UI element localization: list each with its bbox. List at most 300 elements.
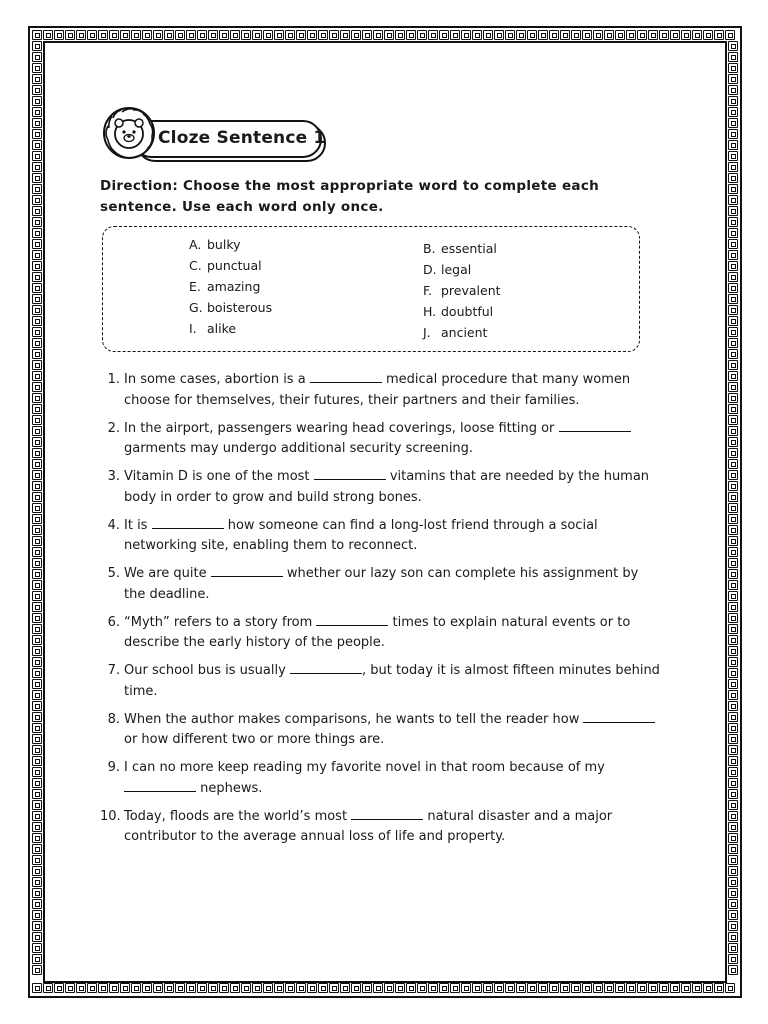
border-tile bbox=[32, 811, 42, 821]
border-tile bbox=[296, 983, 306, 993]
word-option bbox=[189, 297, 272, 318]
border-tile bbox=[285, 983, 295, 993]
border-tile bbox=[728, 294, 738, 304]
question-text-after: natural disaster and a major contributor to the average annual loss of life and property. bbox=[124, 808, 613, 844]
border-tile bbox=[582, 983, 592, 993]
border-tile bbox=[728, 558, 738, 568]
border-tile bbox=[728, 833, 738, 843]
border-tile bbox=[241, 30, 251, 40]
border-tile bbox=[593, 30, 603, 40]
border-tile bbox=[219, 983, 229, 993]
border-tile bbox=[549, 30, 559, 40]
question-item bbox=[100, 710, 660, 751]
border-tiles-bottom bbox=[32, 983, 735, 993]
word-option bbox=[189, 276, 272, 297]
border-tile bbox=[725, 983, 735, 993]
border-tile bbox=[32, 983, 42, 993]
border-tile bbox=[728, 272, 738, 282]
border-tile bbox=[494, 30, 504, 40]
question-item bbox=[100, 370, 660, 411]
border-tile bbox=[32, 173, 42, 183]
border-tile bbox=[472, 30, 482, 40]
border-tile bbox=[703, 983, 713, 993]
border-tile bbox=[65, 983, 75, 993]
border-tile bbox=[109, 983, 119, 993]
border-tile bbox=[406, 983, 416, 993]
border-tile bbox=[32, 767, 42, 777]
border-tile bbox=[728, 756, 738, 766]
border-tile bbox=[120, 30, 130, 40]
word-text: essential bbox=[441, 241, 497, 256]
answer-blank[interactable] bbox=[583, 710, 655, 723]
border-tile bbox=[728, 525, 738, 535]
border-tile bbox=[76, 30, 86, 40]
border-tile bbox=[252, 983, 262, 993]
border-tile bbox=[728, 514, 738, 524]
page-title: Cloze Sentence 1 bbox=[158, 128, 326, 148]
border-tile bbox=[32, 30, 42, 40]
border-tile bbox=[516, 30, 526, 40]
border-tile bbox=[230, 30, 240, 40]
border-tile bbox=[728, 393, 738, 403]
border-tile bbox=[32, 932, 42, 942]
border-tile bbox=[32, 272, 42, 282]
question-text-after: nephews. bbox=[200, 780, 263, 796]
border-tile bbox=[32, 140, 42, 150]
border-tile bbox=[728, 448, 738, 458]
border-tile bbox=[417, 30, 427, 40]
border-tile bbox=[32, 921, 42, 931]
answer-blank[interactable] bbox=[316, 613, 388, 626]
border-tile bbox=[32, 481, 42, 491]
question-text-after: or how different two or more things are. bbox=[124, 732, 385, 747]
question-item bbox=[100, 661, 660, 702]
border-tile bbox=[197, 983, 207, 993]
question-item bbox=[100, 467, 660, 508]
border-tile bbox=[32, 305, 42, 315]
border-tile bbox=[32, 569, 42, 579]
border-tile bbox=[428, 30, 438, 40]
answer-blank[interactable] bbox=[314, 467, 386, 480]
border-tile bbox=[728, 635, 738, 645]
question-number: 8. bbox=[107, 711, 120, 727]
border-tile bbox=[32, 63, 42, 73]
border-tile bbox=[450, 983, 460, 993]
border-tile bbox=[32, 184, 42, 194]
border-tile bbox=[728, 503, 738, 513]
border-tile bbox=[728, 646, 738, 656]
border-tile bbox=[648, 983, 658, 993]
border-tile bbox=[87, 30, 97, 40]
border-tile bbox=[728, 151, 738, 161]
question-number: 10. bbox=[100, 808, 121, 824]
border-tile bbox=[32, 404, 42, 414]
border-tile bbox=[494, 983, 504, 993]
border-tile bbox=[296, 30, 306, 40]
border-tile bbox=[153, 983, 163, 993]
border-tile bbox=[728, 910, 738, 920]
border-tile bbox=[307, 983, 317, 993]
border-tile bbox=[483, 983, 493, 993]
border-tile bbox=[728, 877, 738, 887]
border-tile bbox=[670, 30, 680, 40]
border-tile bbox=[32, 646, 42, 656]
border-tile bbox=[32, 371, 42, 381]
border-tile bbox=[32, 613, 42, 623]
question-item bbox=[100, 613, 660, 654]
border-tile bbox=[728, 415, 738, 425]
question-number: 6. bbox=[107, 614, 120, 630]
border-tile bbox=[516, 983, 526, 993]
border-tile bbox=[728, 679, 738, 689]
border-tile bbox=[87, 983, 97, 993]
border-tile bbox=[728, 624, 738, 634]
border-tile bbox=[728, 668, 738, 678]
border-tile bbox=[32, 877, 42, 887]
border-tile bbox=[728, 657, 738, 667]
border-tile bbox=[615, 30, 625, 40]
border-tile bbox=[76, 983, 86, 993]
answer-blank[interactable] bbox=[211, 564, 283, 577]
border-tile bbox=[329, 983, 339, 993]
border-tile bbox=[32, 965, 42, 975]
border-tile bbox=[32, 899, 42, 909]
question-item bbox=[100, 516, 660, 557]
border-tile bbox=[728, 96, 738, 106]
border-tile bbox=[32, 855, 42, 865]
border-tile bbox=[728, 613, 738, 623]
border-tile bbox=[505, 30, 515, 40]
border-tile bbox=[659, 983, 669, 993]
border-tile bbox=[728, 778, 738, 788]
border-tile bbox=[32, 547, 42, 557]
border-tile bbox=[728, 173, 738, 183]
answer-blank[interactable] bbox=[559, 419, 631, 432]
border-tile bbox=[32, 162, 42, 172]
question-text-after: whether our lazy son can complete his assignment by the deadline. bbox=[124, 566, 639, 602]
word-bank-box bbox=[102, 226, 640, 352]
border-tile bbox=[32, 679, 42, 689]
question-item bbox=[100, 758, 660, 799]
border-tile bbox=[153, 30, 163, 40]
word-letter: I. bbox=[189, 321, 197, 336]
border-tiles-top bbox=[32, 30, 735, 40]
border-tile bbox=[472, 983, 482, 993]
border-tile bbox=[728, 888, 738, 898]
border-tile bbox=[728, 492, 738, 502]
border-tile bbox=[318, 983, 328, 993]
question-text-after: vitamins that are needed by the human body in order to grow and build strong bones. bbox=[124, 469, 650, 505]
border-tile bbox=[728, 965, 738, 975]
border-tile bbox=[527, 983, 537, 993]
border-tile bbox=[728, 767, 738, 777]
word-bank-left-column bbox=[189, 234, 272, 339]
question-text-before: We are quite bbox=[124, 566, 207, 581]
answer-blank[interactable] bbox=[351, 807, 423, 820]
border-tile bbox=[32, 85, 42, 95]
border-tile bbox=[32, 470, 42, 480]
border-tile bbox=[461, 30, 471, 40]
border-tile bbox=[728, 184, 738, 194]
border-tile bbox=[571, 30, 581, 40]
border-tile bbox=[728, 305, 738, 315]
question-number: 2. bbox=[107, 420, 120, 436]
border-tile bbox=[604, 983, 614, 993]
border-tile bbox=[728, 195, 738, 205]
word-option bbox=[423, 322, 501, 343]
border-tile bbox=[32, 624, 42, 634]
border-tile bbox=[32, 426, 42, 436]
question-text-before: I can no more keep reading my favorite novel in that room because of my bbox=[124, 760, 605, 775]
border-tile bbox=[728, 316, 738, 326]
border-tile bbox=[728, 349, 738, 359]
border-tile bbox=[538, 30, 548, 40]
border-tile bbox=[32, 657, 42, 667]
border-tile bbox=[728, 580, 738, 590]
border-tile bbox=[728, 712, 738, 722]
border-tile bbox=[43, 30, 53, 40]
border-tile bbox=[395, 30, 405, 40]
border-tile bbox=[681, 30, 691, 40]
border-tile bbox=[32, 118, 42, 128]
word-option bbox=[423, 259, 501, 280]
word-letter: B. bbox=[423, 241, 436, 256]
border-tile bbox=[728, 943, 738, 953]
word-option bbox=[423, 301, 501, 322]
word-letter: D. bbox=[423, 262, 437, 277]
question-text-after: medical procedure that many women choose for themselves, their futures, their partners and their families. bbox=[124, 372, 631, 408]
border-tile bbox=[483, 30, 493, 40]
border-tile bbox=[692, 983, 702, 993]
question-text-before: Our school bus is usually bbox=[124, 663, 286, 678]
question-number: 3. bbox=[107, 469, 120, 484]
border-tile bbox=[32, 415, 42, 425]
border-tile bbox=[728, 569, 738, 579]
border-tile bbox=[307, 30, 317, 40]
border-tile bbox=[175, 30, 185, 40]
border-tile bbox=[32, 283, 42, 293]
border-tile bbox=[32, 602, 42, 612]
border-tile bbox=[384, 983, 394, 993]
border-tile bbox=[728, 404, 738, 414]
lion-icon bbox=[100, 104, 158, 162]
question-text-before: In some cases, abortion is a bbox=[124, 372, 306, 387]
border-tile bbox=[32, 206, 42, 216]
border-tile bbox=[648, 30, 658, 40]
border-tile bbox=[728, 338, 738, 348]
border-tile bbox=[208, 30, 218, 40]
border-tile bbox=[439, 983, 449, 993]
border-tile bbox=[131, 983, 141, 993]
question-number: 7. bbox=[107, 663, 120, 678]
border-tile bbox=[274, 983, 284, 993]
border-tile bbox=[728, 140, 738, 150]
border-tile bbox=[728, 536, 738, 546]
border-tile bbox=[439, 30, 449, 40]
border-tile bbox=[728, 85, 738, 95]
border-tile bbox=[626, 983, 636, 993]
question-number: 4. bbox=[107, 517, 120, 533]
word-text: alike bbox=[207, 321, 237, 336]
border-tile bbox=[362, 30, 372, 40]
border-tile bbox=[32, 316, 42, 326]
border-tile bbox=[32, 492, 42, 502]
border-tile bbox=[252, 30, 262, 40]
border-tile bbox=[32, 822, 42, 832]
question-text-before: Today, floods are the world’s most bbox=[124, 808, 348, 824]
border-tile bbox=[728, 899, 738, 909]
border-tile bbox=[681, 983, 691, 993]
answer-blank[interactable] bbox=[124, 779, 196, 792]
border-tile bbox=[32, 668, 42, 678]
border-tile bbox=[32, 943, 42, 953]
word-text: boisterous bbox=[207, 300, 273, 315]
border-tile bbox=[208, 983, 218, 993]
border-tile bbox=[32, 107, 42, 117]
word-letter: G. bbox=[189, 300, 203, 315]
border-tile bbox=[32, 690, 42, 700]
border-tile bbox=[728, 74, 738, 84]
border-tile bbox=[318, 30, 328, 40]
question-list bbox=[100, 370, 660, 855]
word-text: ancient bbox=[441, 325, 488, 340]
word-text: legal bbox=[441, 262, 472, 277]
border-tile bbox=[32, 360, 42, 370]
border-tile bbox=[197, 30, 207, 40]
border-tile bbox=[637, 983, 647, 993]
border-tile bbox=[728, 734, 738, 744]
border-tile bbox=[120, 983, 130, 993]
border-tile bbox=[32, 195, 42, 205]
border-tile bbox=[65, 30, 75, 40]
border-tile bbox=[728, 866, 738, 876]
border-tile bbox=[728, 789, 738, 799]
border-tile bbox=[32, 866, 42, 876]
border-tile bbox=[615, 983, 625, 993]
question-text-before: In the airport, passengers wearing head coverings, loose fitting or bbox=[124, 420, 555, 436]
border-tile bbox=[728, 855, 738, 865]
border-tile bbox=[637, 30, 647, 40]
question-item bbox=[100, 807, 660, 848]
question-text-after: , but today it is almost fifteen minutes behind time. bbox=[124, 663, 660, 699]
border-tile bbox=[538, 983, 548, 993]
border-tile bbox=[230, 983, 240, 993]
border-tile bbox=[32, 437, 42, 447]
border-tile bbox=[186, 30, 196, 40]
border-tile bbox=[461, 983, 471, 993]
border-tile bbox=[32, 514, 42, 524]
border-tile bbox=[384, 30, 394, 40]
border-tile bbox=[728, 701, 738, 711]
word-letter: H. bbox=[423, 304, 437, 319]
question-number: 1. bbox=[107, 372, 120, 387]
border-tile bbox=[32, 74, 42, 84]
question-item bbox=[100, 564, 660, 605]
answer-blank[interactable] bbox=[290, 661, 362, 674]
border-tile bbox=[241, 983, 251, 993]
border-tile bbox=[395, 983, 405, 993]
border-tile bbox=[728, 932, 738, 942]
answer-blank[interactable] bbox=[152, 516, 224, 529]
border-tile bbox=[728, 371, 738, 381]
border-tile bbox=[728, 107, 738, 117]
border-tile bbox=[219, 30, 229, 40]
border-tiles-left bbox=[32, 41, 42, 975]
border-tile bbox=[32, 734, 42, 744]
border-tile bbox=[32, 217, 42, 227]
border-tile bbox=[728, 63, 738, 73]
border-tile bbox=[263, 30, 273, 40]
border-tile bbox=[428, 983, 438, 993]
border-tile bbox=[549, 983, 559, 993]
border-tile bbox=[32, 844, 42, 854]
word-letter: J. bbox=[423, 325, 431, 340]
question-text-before: It is bbox=[124, 517, 148, 533]
border-tile bbox=[329, 30, 339, 40]
word-letter: F. bbox=[423, 283, 433, 298]
border-tile bbox=[142, 30, 152, 40]
border-tile bbox=[725, 30, 735, 40]
word-text: doubtful bbox=[441, 304, 494, 319]
word-option bbox=[189, 318, 272, 339]
border-tile bbox=[728, 360, 738, 370]
border-tile bbox=[527, 30, 537, 40]
border-tile bbox=[728, 283, 738, 293]
border-tile bbox=[728, 52, 738, 62]
border-tile bbox=[32, 239, 42, 249]
border-tile bbox=[263, 983, 273, 993]
border-tile bbox=[131, 30, 141, 40]
border-tile bbox=[728, 118, 738, 128]
border-tile bbox=[32, 580, 42, 590]
border-tile bbox=[164, 30, 174, 40]
border-tile bbox=[340, 30, 350, 40]
border-tile bbox=[728, 217, 738, 227]
border-tile bbox=[351, 983, 361, 993]
border-tile bbox=[728, 239, 738, 249]
question-text-before: Vitamin D is one of the most bbox=[124, 469, 310, 484]
title-banner bbox=[100, 100, 330, 164]
border-tile bbox=[728, 206, 738, 216]
border-tile bbox=[32, 294, 42, 304]
border-tile bbox=[728, 162, 738, 172]
border-tile bbox=[728, 129, 738, 139]
word-letter: E. bbox=[189, 279, 201, 294]
question-text-before: “Myth” refers to a story from bbox=[124, 614, 313, 630]
border-tile bbox=[728, 470, 738, 480]
word-text: amazing bbox=[207, 279, 261, 294]
answer-blank[interactable] bbox=[310, 370, 382, 383]
border-tile bbox=[43, 983, 53, 993]
border-tile bbox=[109, 30, 119, 40]
word-letter: A. bbox=[189, 237, 202, 252]
word-option bbox=[189, 255, 272, 276]
border-tile bbox=[728, 745, 738, 755]
border-tile bbox=[32, 129, 42, 139]
border-tile bbox=[32, 910, 42, 920]
word-option bbox=[189, 234, 272, 255]
question-number: 9. bbox=[107, 760, 120, 775]
border-tile bbox=[175, 983, 185, 993]
border-tile bbox=[32, 591, 42, 601]
border-tile bbox=[32, 701, 42, 711]
border-tile bbox=[32, 327, 42, 337]
border-tile bbox=[32, 525, 42, 535]
border-tile bbox=[32, 833, 42, 843]
border-tile bbox=[728, 954, 738, 964]
border-tile bbox=[582, 30, 592, 40]
border-tile bbox=[32, 756, 42, 766]
